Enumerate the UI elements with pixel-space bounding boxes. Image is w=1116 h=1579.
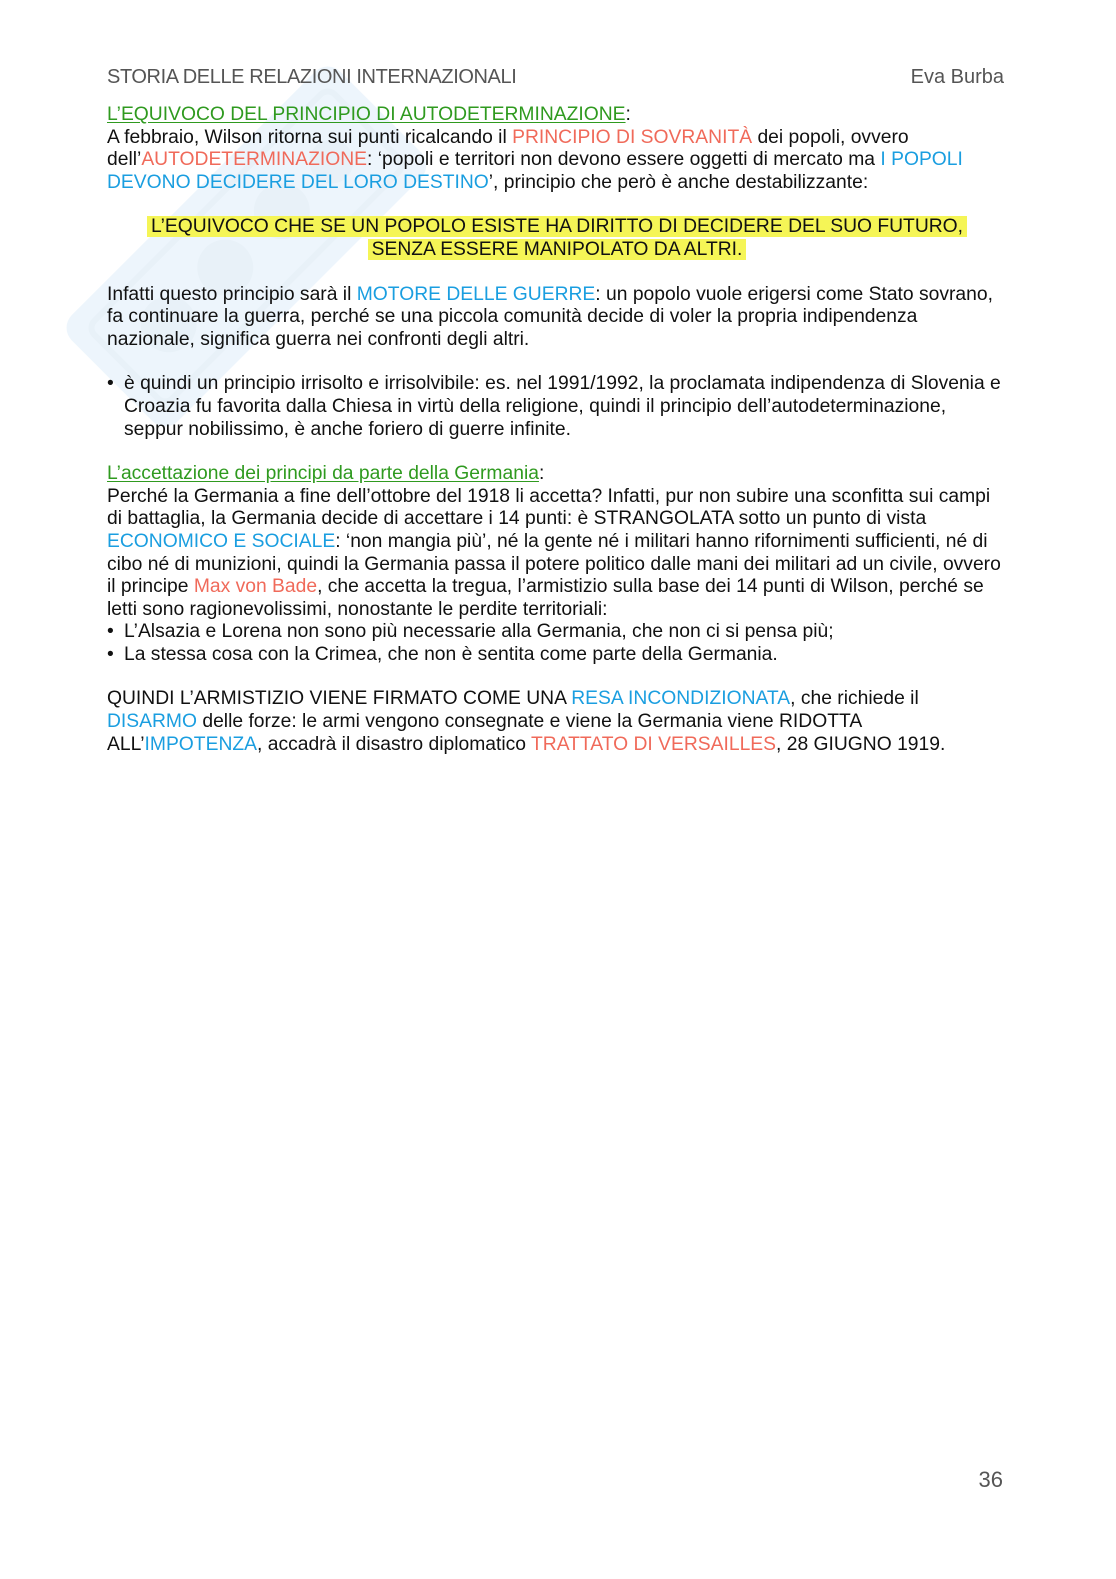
emphasis-blue: DISARMO bbox=[107, 711, 197, 733]
text-run: : ‘non mangia più’, né la gente né i militari hanno rifornimenti sufficienti, né di cibo né di munizioni, quindi la Germania passa il potere politico dalle mani dei militari ad un civile, ovvero il principe bbox=[107, 530, 1001, 598]
section2-paragraph1 bbox=[107, 486, 1007, 622]
list-item: • è quindi un principio irrisolto e irrisolvibile: es. nel 1991/1992, la proclamata indipendenza di Slovenia e Croazia fu favorita dalla Chiesa in virtù della religione, quindi il principio dell’autodeterminazione, seppur nobilissimo, è anche foriero di guerre infinite. bbox=[107, 373, 1007, 441]
list-item: • L’Alsazia e Lorena non sono più necessarie alla Germania, che non ci si pensa più; bbox=[107, 621, 1007, 644]
text-run: Infatti questo principio sarà il bbox=[107, 283, 357, 305]
section1-paragraph2 bbox=[107, 284, 1007, 352]
text-run: , accadrà il disastro diplomatico bbox=[257, 733, 532, 755]
text-run: delle forze: le armi vengono consegnate e viene la Germania viene RIDOTTA ALL’ bbox=[107, 711, 862, 755]
text-run: dei popoli, ovvero dell’ bbox=[107, 126, 909, 171]
emphasis-blue: I POPOLI DEVONO DECIDERE DEL LORO DESTINO bbox=[107, 149, 963, 193]
highlighted-statement bbox=[107, 216, 1007, 261]
section2-heading-text: L’accettazione dei principi da parte della Germania bbox=[107, 463, 539, 485]
section2-heading: L’accettazione dei principi da parte della Germania: bbox=[107, 463, 545, 485]
text-run: QUINDI L’ARMISTIZIO VIENE FIRMATO COME UNA bbox=[107, 688, 572, 710]
text-run: , 28 GIUGNO 1919. bbox=[776, 733, 946, 755]
text-run: Perché la Germania a fine dell’ottobre del 1918 li accetta? Infatti, pur non subire una sconfitta sui campi di battaglia, la Germania decide di accettare i 14 punti: è STRANGOLATA sotto un punto di vista bbox=[107, 485, 991, 530]
section2-bullet-list bbox=[107, 621, 1007, 666]
section1-heading: L’EQUIVOCO DEL PRINCIPIO DI AUTODETERMINAZIONE: bbox=[107, 104, 631, 125]
text-run: A febbraio, Wilson ritorna sui punti ricalcando il bbox=[107, 126, 513, 148]
highlight-line-2: SENZA ESSERE MANIPOLATO DA ALTRI. bbox=[368, 239, 747, 260]
text-run: ’, principio che però è anche destabilizzante: bbox=[488, 171, 869, 193]
author-name: Eva Burba bbox=[910, 66, 1004, 88]
text-run: : ‘popoli e territori non devono essere oggetti di mercato ma bbox=[367, 149, 881, 171]
page-number: 36 bbox=[978, 1467, 1003, 1492]
document-title: STORIA DELLE RELAZIONI INTERNAZIONALI bbox=[107, 66, 517, 88]
emphasis-blue: IMPOTENZA bbox=[144, 733, 258, 755]
page-header bbox=[107, 66, 1004, 96]
text-run: , che accetta la tregua, l’armistizio sulla base dei 14 punti di Wilson, perché se letti sono ragionevolissimi, nonostante le perdite territoriali: bbox=[107, 576, 984, 620]
emphasis-blue: RESA INCONDIZIONATA bbox=[571, 688, 791, 710]
section1-heading-text: L’EQUIVOCO DEL PRINCIPIO DI AUTODETERMINAZIONE bbox=[107, 104, 626, 125]
emphasis-red: Max von Bade bbox=[193, 576, 318, 598]
section2-paragraph2 bbox=[107, 688, 1007, 756]
section1-bullet-list bbox=[107, 373, 1007, 441]
highlight-line-1: L’EQUIVOCO CHE SE UN POPOLO ESISTE HA DIRITTO DI DECIDERE DEL SUO FUTURO, bbox=[147, 216, 967, 237]
emphasis-blue: ECONOMICO E SOCIALE bbox=[107, 530, 336, 552]
emphasis-blue: MOTORE DELLE GUERRE bbox=[356, 283, 596, 305]
emphasis-red: TRATTATO DI VERSAILLES bbox=[531, 733, 777, 755]
page-content bbox=[107, 104, 1007, 756]
text-run: : un popolo vuole erigersi come Stato sovrano, fa continuare la guerra, perché se una piccola comunità decide di voler la propria indipendenza nazionale, significa guerra nei confronti degli altri. bbox=[107, 283, 993, 350]
emphasis-red: AUTODETERMINAZIONE bbox=[141, 149, 367, 171]
section1-paragraph1 bbox=[107, 127, 1007, 195]
list-item: • La stessa cosa con la Crimea, che non è sentita come parte della Germania. bbox=[107, 644, 1007, 667]
emphasis-red: PRINCIPIO DI SOVRANITÀ bbox=[512, 126, 753, 148]
text-run: , che richiede il bbox=[790, 688, 919, 710]
